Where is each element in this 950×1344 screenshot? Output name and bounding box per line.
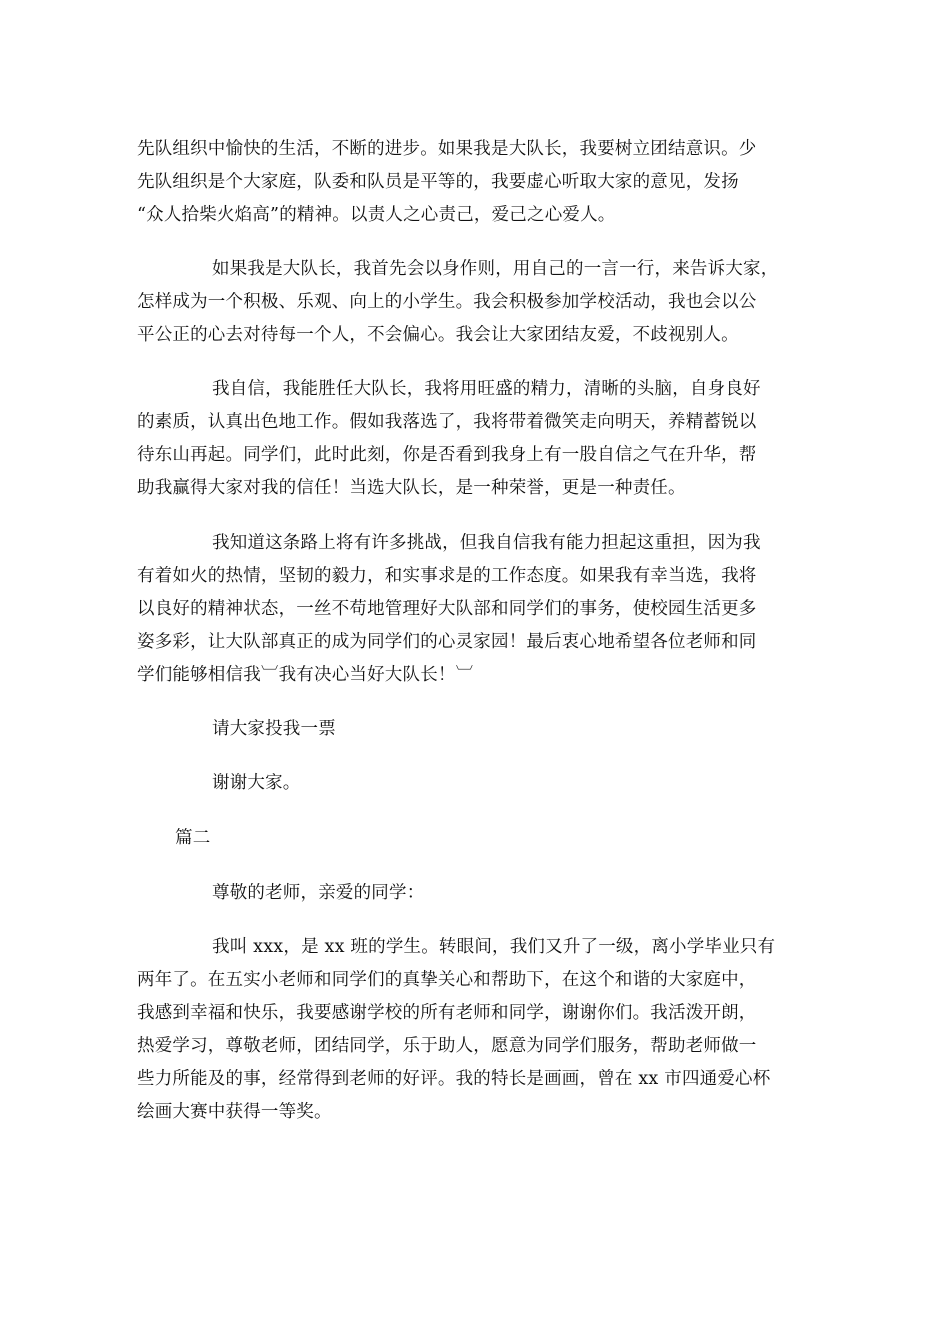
paragraph-5-line-2: 两年了。在五实小老师和同学们的真挚关心和帮助下，在这个和谐的大家庭中， [137,970,757,990]
thanks-line: 谢谢大家。 [212,773,301,793]
paragraph-4-line-5: 学们能够相信我︺我有决心当好大队长！︺ [137,665,474,685]
paragraph-5-line-4: 热爱学习，尊敬老师，团结同学，乐于助人，愿意为同学们服务，帮助老师做一 [137,1036,757,1056]
paragraph-3-line-2: 的素质，认真出色地工作。假如我落选了，我将带着微笑走向明天，养精蓄锐以 [137,412,757,432]
paragraph-4-line-1: 我知道这条路上将有许多挑战，但我自信我有能力担起这重担，因为我 [212,533,761,553]
section-heading: 篇二 [175,828,211,848]
paragraph-1-line-3: “众人拾柴火焰高”的精神。以责人之心责己，爱己之心爱人。 [137,205,616,225]
paragraph-2-line-3: 平公正的心去对待每一个人，不会偏心。我会让大家团结友爱，不歧视别人。 [137,325,739,345]
paragraph-3-line-3: 待东山再起。同学们，此时此刻，你是否看到我身上有一股自信之气在升华，帮 [137,445,757,465]
vote-line: 请大家投我一票 [212,719,336,739]
paragraph-5-line-1: 我叫 xxx，是 xx 班的学生。转眼间，我们又升了一级，离小学毕业只有 [212,937,776,957]
paragraph-4-line-4: 姿多彩，让大队部真正的成为同学们的心灵家园！最后衷心地希望各位老师和同 [137,632,757,652]
paragraph-5-line-3: 我感到幸福和快乐，我要感谢学校的所有老师和同学，谢谢你们。我活泼开朗， [137,1003,757,1023]
paragraph-2-line-2: 怎样成为一个积极、乐观、向上的小学生。我会积极参加学校活动，我也会以公 [137,292,757,312]
paragraph-5-line-6: 绘画大赛中获得一等奖。 [137,1102,332,1122]
greeting-line: 尊敬的老师，亲爱的同学： [212,883,425,903]
paragraph-4-line-3: 以良好的精神状态，一丝不苟地管理好大队部和同学们的事务，使校园生活更多 [137,599,757,619]
paragraph-3-line-4: 助我赢得大家对我的信任！当选大队长，是一种荣誉，更是一种责任。 [137,478,686,498]
paragraph-1-line-2: 先队组织是个大家庭，队委和队员是平等的，我要虚心听取大家的意见，发扬 [137,172,739,192]
paragraph-1-line-1: 先队组织中愉快的生活，不断的进步。如果我是大队长，我要树立团结意识。少 [137,139,757,159]
paragraph-5-line-5: 些力所能及的事，经常得到老师的好评。我的特长是画画，曾在 xx 市四通爱心杯 [137,1069,771,1089]
paragraph-3-line-1: 我自信，我能胜任大队长，我将用旺盛的精力，清晰的头脑，自身良好 [212,379,761,399]
paragraph-2-line-1: 如果我是大队长，我首先会以身作则，用自己的一言一行，来告诉大家， [212,259,779,279]
paragraph-4-line-2: 有着如火的热情，坚韧的毅力，和实事求是的工作态度。如果我有幸当选，我将 [137,566,757,586]
